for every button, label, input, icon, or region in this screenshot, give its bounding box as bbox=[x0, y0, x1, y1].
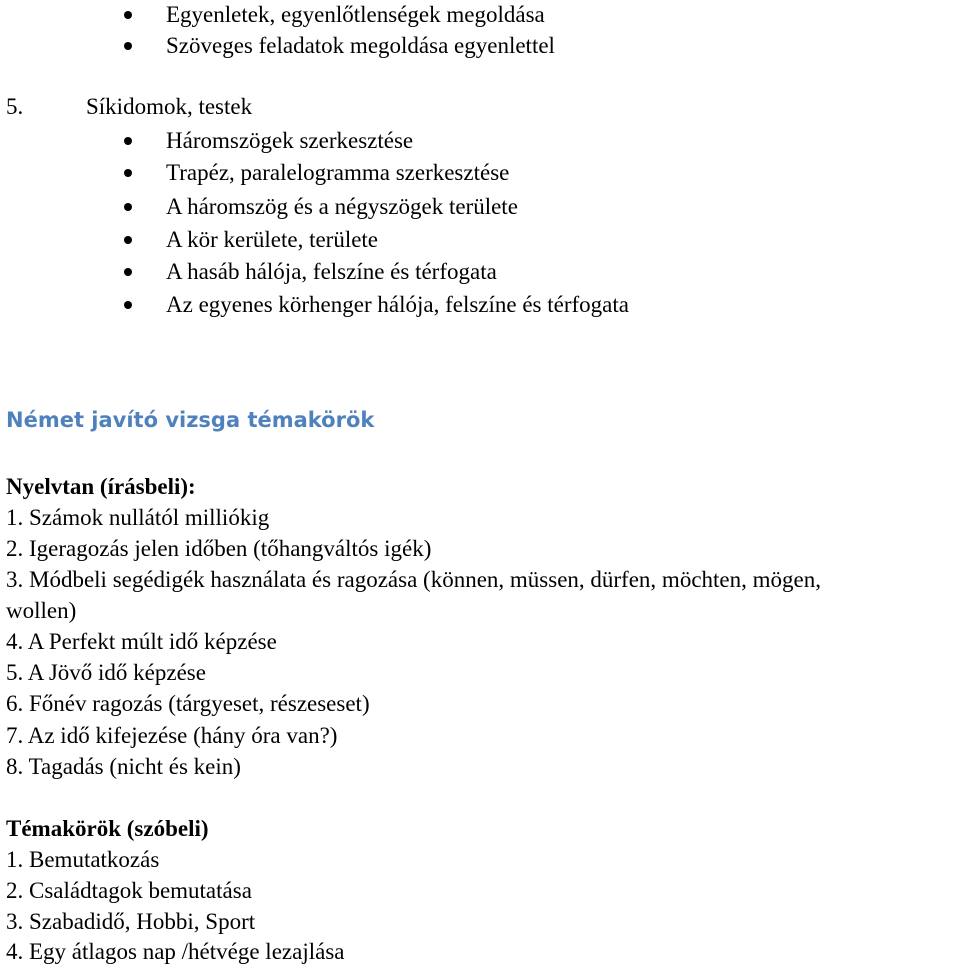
list-item-text: A háromszög és a négyszögek területe bbox=[166, 194, 518, 219]
list-item: 7. Az idő kifejezése (hány óra van?) bbox=[6, 723, 338, 748]
page-heading: Német javító vizsga témakörök bbox=[6, 408, 375, 432]
list-item: 4. Egy átlagos nap /hétvége lezajlása bbox=[6, 939, 345, 964]
bullet-icon bbox=[124, 236, 132, 244]
list-item: 3. Szabadidő, Hobbi, Sport bbox=[6, 909, 256, 934]
bullet-icon bbox=[124, 301, 132, 309]
bullet-icon bbox=[124, 137, 132, 145]
list-item: 2. Családtagok bemutatása bbox=[6, 878, 252, 903]
bullet-icon bbox=[124, 203, 132, 211]
list-item: wollen) bbox=[6, 598, 77, 623]
list-item: 3. Módbeli segédigék használata és ragozása (können, müssen, dürfen, möchten, mögen, bbox=[6, 567, 821, 592]
list-item-text: A kör kerülete, területe bbox=[166, 227, 379, 252]
list-item-text: Egyenletek, egyenlőtlenségek megoldása bbox=[166, 2, 545, 27]
list-item: 1. Bemutatkozás bbox=[6, 847, 160, 872]
bullet-icon bbox=[124, 268, 132, 276]
bullet-icon bbox=[124, 11, 132, 19]
section-number: 5. bbox=[6, 94, 24, 119]
bullet-icon bbox=[124, 169, 132, 177]
list-item-text: Az egyenes körhenger hálója, felszíne és térfogata bbox=[166, 292, 629, 317]
list-item: 8. Tagadás (nicht és kein) bbox=[6, 754, 241, 779]
list-item: 6. Főnév ragozás (tárgyeset, részeseset) bbox=[6, 691, 370, 716]
list-item: 5. A Jövő idő képzése bbox=[6, 660, 206, 685]
list-item-text: Háromszögek szerkesztése bbox=[166, 128, 414, 153]
bullet-icon bbox=[124, 42, 132, 50]
section-title-text: Síkidomok, testek bbox=[86, 94, 253, 119]
oral-title: Témakörök (szóbeli) bbox=[6, 816, 209, 841]
written-title: Nyelvtan (írásbeli): bbox=[6, 474, 196, 499]
list-item-text: Trapéz, paralelogramma szerkesztése bbox=[166, 160, 510, 185]
list-item: 4. A Perfekt múlt idő képzése bbox=[6, 629, 277, 654]
list-item-text: A hasáb hálója, felszíne és térfogata bbox=[166, 259, 497, 284]
list-item: 1. Számok nullától milliókig bbox=[6, 505, 270, 530]
list-item: 2. Igeragozás jelen időben (tőhangváltós igék) bbox=[6, 536, 432, 561]
list-item-text: Szöveges feladatok megoldása egyenlettel bbox=[166, 33, 555, 58]
